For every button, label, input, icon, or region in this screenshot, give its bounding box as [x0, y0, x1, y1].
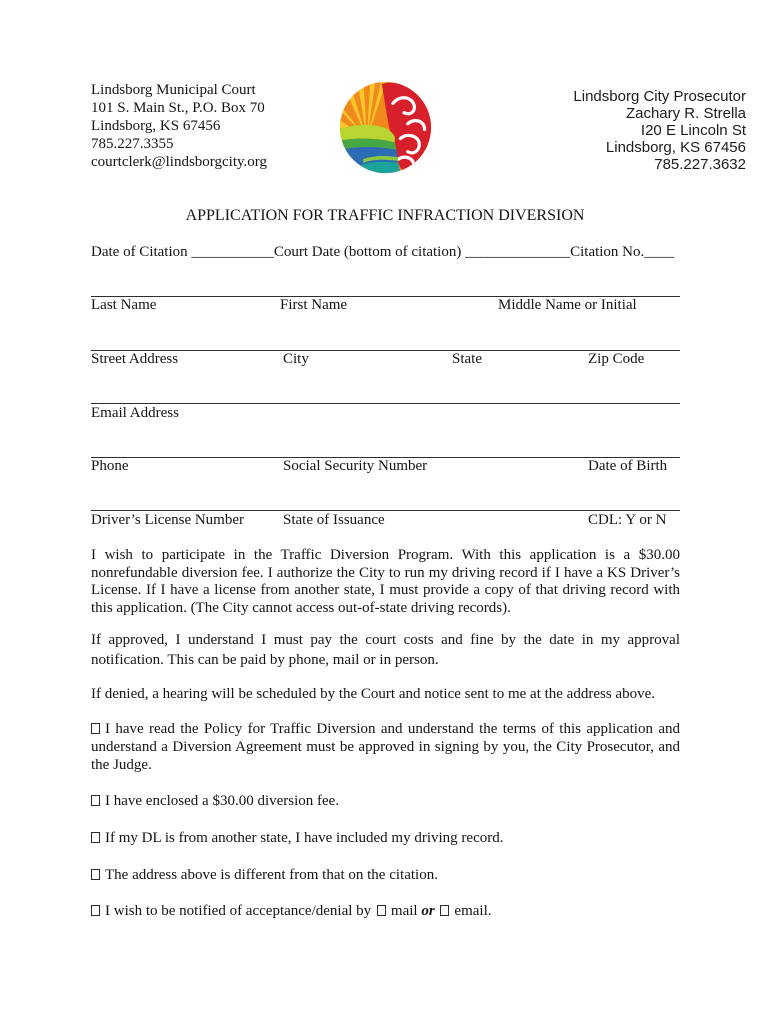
prosecutor-name: Zachary R. Strella [625, 105, 746, 122]
citation-line: Date of Citation ___________Court Date (bottom of citation) ______________Citation No.____ [91, 244, 675, 260]
address-different-checkbox[interactable] [91, 869, 100, 880]
court-header [91, 81, 267, 171]
email-option-checkbox[interactable] [440, 905, 449, 916]
prosecutor-header [573, 88, 746, 173]
mail-option-checkbox[interactable] [377, 905, 386, 916]
policy-checkbox[interactable] [91, 723, 100, 734]
court-street: 101 S. Main St., P.O. Box 70 [91, 100, 265, 116]
first-name-label: First Name [280, 297, 348, 313]
driving-record-checkbox[interactable] [91, 832, 100, 843]
street-address-label: Street Address [91, 351, 179, 367]
court-phone: 785.227.3355 [91, 136, 174, 152]
cdl-label: CDL: Y or N [588, 512, 667, 528]
checklist-line [91, 720, 680, 738]
fee-checkbox[interactable] [91, 795, 100, 806]
court-email: courtclerk@lindsborgcity.org [91, 154, 268, 170]
email-option-label: email. [454, 903, 492, 919]
checklist-text: I wish to be notified of acceptance/denial by [105, 903, 372, 919]
statement-line: notification. This can be paid by phone, mail or in person. [91, 652, 439, 668]
state-label: State [452, 351, 482, 367]
checklist-item-fee [91, 792, 680, 810]
denial-statement [91, 685, 680, 703]
statement-line: License. If I have a license from another state, I must provide a copy of that driving record with [91, 582, 680, 599]
statement-line: If denied, a hearing will be scheduled by the Court and notice sent to me at the address above. [91, 686, 655, 702]
checklist-text: The address above is different from that on the citation. [105, 867, 438, 883]
participation-statement [91, 547, 680, 618]
prosecutor-city-state-zip: Lindsborg, KS 67456 [605, 139, 746, 156]
middle-name-label: Middle Name or Initial [498, 297, 637, 313]
city-label: City [283, 351, 309, 367]
court-name: Lindsborg Municipal Court [91, 82, 256, 98]
city-logo [339, 81, 432, 174]
email-address-label: Email Address [91, 405, 179, 421]
state-of-issuance-label: State of Issuance [283, 512, 385, 528]
field-rule [91, 403, 680, 404]
or-conjunction: or [421, 903, 435, 919]
ssn-label: Social Security Number [283, 458, 428, 474]
checklist-item-policy [91, 720, 680, 774]
checklist-line: the Judge. [91, 757, 152, 773]
prosecutor-phone: 785.227.3632 [654, 156, 746, 173]
notification-checkbox[interactable] [91, 905, 100, 916]
checklist-text: I have read the Policy for Traffic Diversion and understand the terms of this application and [105, 721, 680, 737]
checklist-text: If my DL is from another state, I have included my driving record. [105, 830, 504, 846]
checklist-item-address [91, 866, 680, 884]
zip-code-label: Zip Code [588, 351, 645, 367]
checklist-text: I have enclosed a $30.00 diversion fee. [105, 793, 340, 809]
drivers-license-label: Driver’s License Number [91, 512, 245, 528]
statement-line: this application. (The City cannot access out-of-state driving records). [91, 600, 511, 617]
mail-option-label: mail [390, 903, 418, 919]
court-city-state-zip: Lindsborg, KS 67456 [91, 118, 221, 134]
checklist-item-driving-record [91, 829, 680, 847]
prosecutor-office: Lindsborg City Prosecutor [573, 88, 746, 105]
checklist-line: understand a Diversion Agreement must be approved in signing by you, the City Prosecutor, and [91, 739, 680, 755]
checklist-item-notification [91, 902, 680, 920]
date-of-birth-label: Date of Birth [588, 458, 668, 474]
approval-statement [91, 630, 680, 670]
statement-line: If approved, I understand I must pay the court costs and fine by the date in my approval [91, 632, 680, 648]
statement-line: I wish to participate in the Traffic Diversion Program. With this application is a $30.00 [91, 547, 680, 563]
field-rule [91, 510, 680, 511]
prosecutor-street: I20 E Lincoln St [640, 122, 746, 139]
statement-line: nonrefundable diversion fee. I authorize the City to run my driving record if I have a KS Driver’s [91, 564, 680, 581]
last-name-label: Last Name [91, 297, 157, 313]
phone-label: Phone [91, 458, 129, 474]
form-title: APPLICATION FOR TRAFFIC INFRACTION DIVERSION [185, 207, 585, 224]
